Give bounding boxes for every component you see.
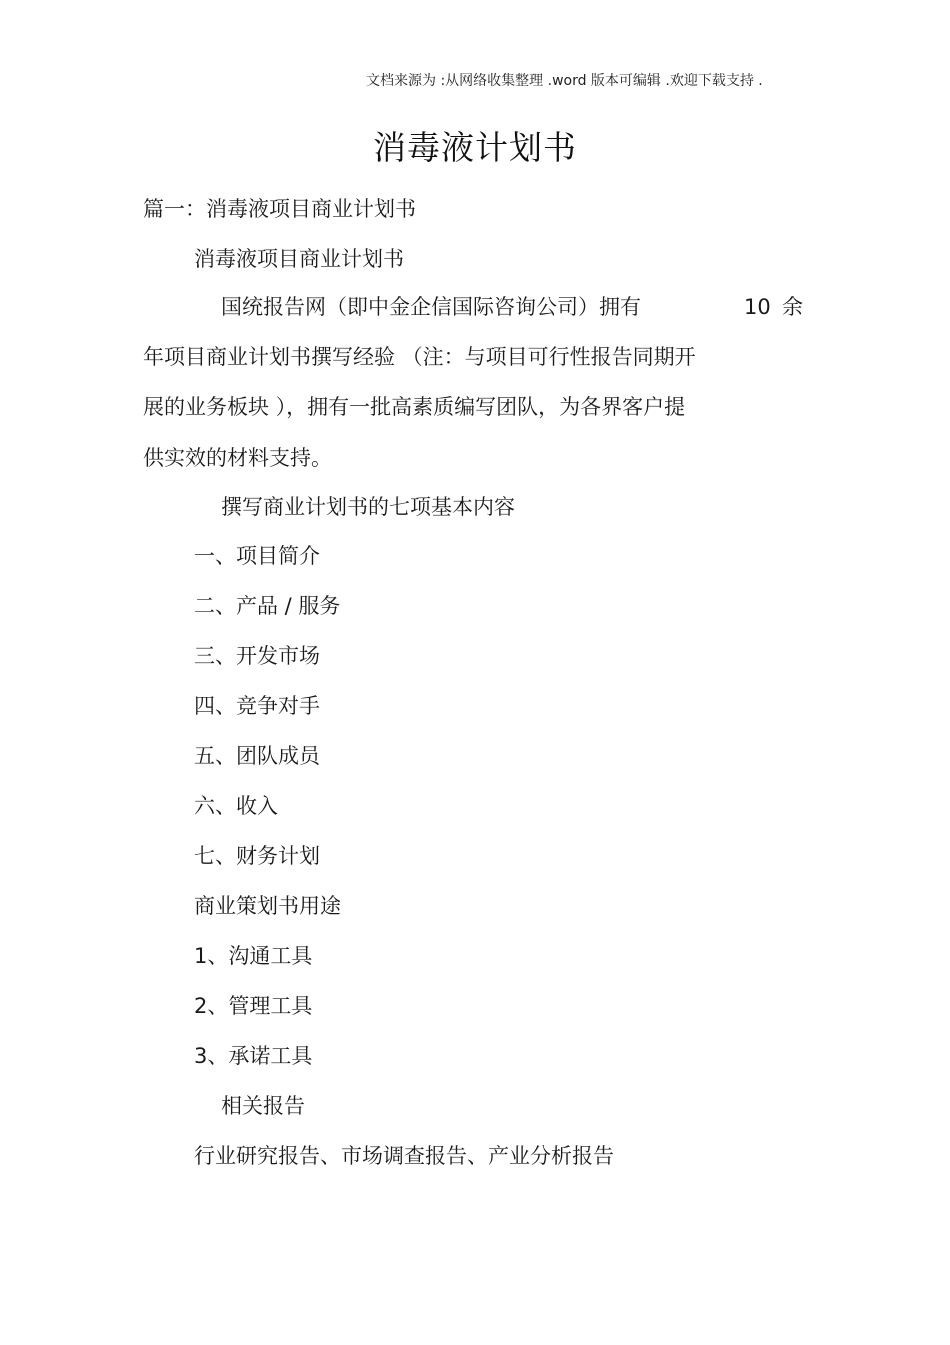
contents-item: 二、产品 / 服务 xyxy=(194,594,341,618)
header-note: 文档来源为 :从网络收集整理 .word 版本可编辑 .欢迎下载支持 . xyxy=(366,73,763,89)
intro-line-1 xyxy=(221,292,641,322)
contents-item: 三、开发市场 xyxy=(194,644,320,668)
related-heading: 相关报告 xyxy=(221,1094,305,1118)
contents-item: 六、收入 xyxy=(194,794,278,818)
subheading: 消毒液项目商业计划书 xyxy=(194,247,404,271)
intro-line-1-end: 余 xyxy=(782,295,803,319)
intro-line-2: 年项目商业计划书撰写经验 （注：与项目可行性报告同期开 xyxy=(143,345,696,369)
intro-line-3: 展的业务板块 ），拥有一批高素质编写团队，为各界客户提 xyxy=(143,395,686,419)
contents-heading: 撰写商业计划书的七项基本内容 xyxy=(221,495,515,519)
intro-line-1-text: 国统报告网（即中金企信国际咨询公司）拥有 xyxy=(221,295,641,319)
contents-item: 一、项目简介 xyxy=(194,544,320,568)
document-title: 消毒液计划书 xyxy=(373,128,577,167)
section-heading: 篇一：消毒液项目商业计划书 xyxy=(143,197,416,221)
contents-item: 四、竞争对手 xyxy=(194,694,320,718)
intro-line-4: 供实效的材料支持。 xyxy=(143,446,332,470)
uses-item: 2、管理工具 xyxy=(194,994,313,1018)
uses-heading: 商业策划书用途 xyxy=(194,894,341,918)
uses-item: 1、沟通工具 xyxy=(194,944,313,968)
uses-item: 3、承诺工具 xyxy=(194,1044,313,1068)
related-reports-line: 行业研究报告、市场调查报告、产业分析报告 xyxy=(194,1144,614,1168)
contents-item: 七、财务计划 xyxy=(194,844,320,868)
intro-line-1-number: 10 xyxy=(744,295,771,319)
contents-item: 五、团队成员 xyxy=(194,744,320,768)
